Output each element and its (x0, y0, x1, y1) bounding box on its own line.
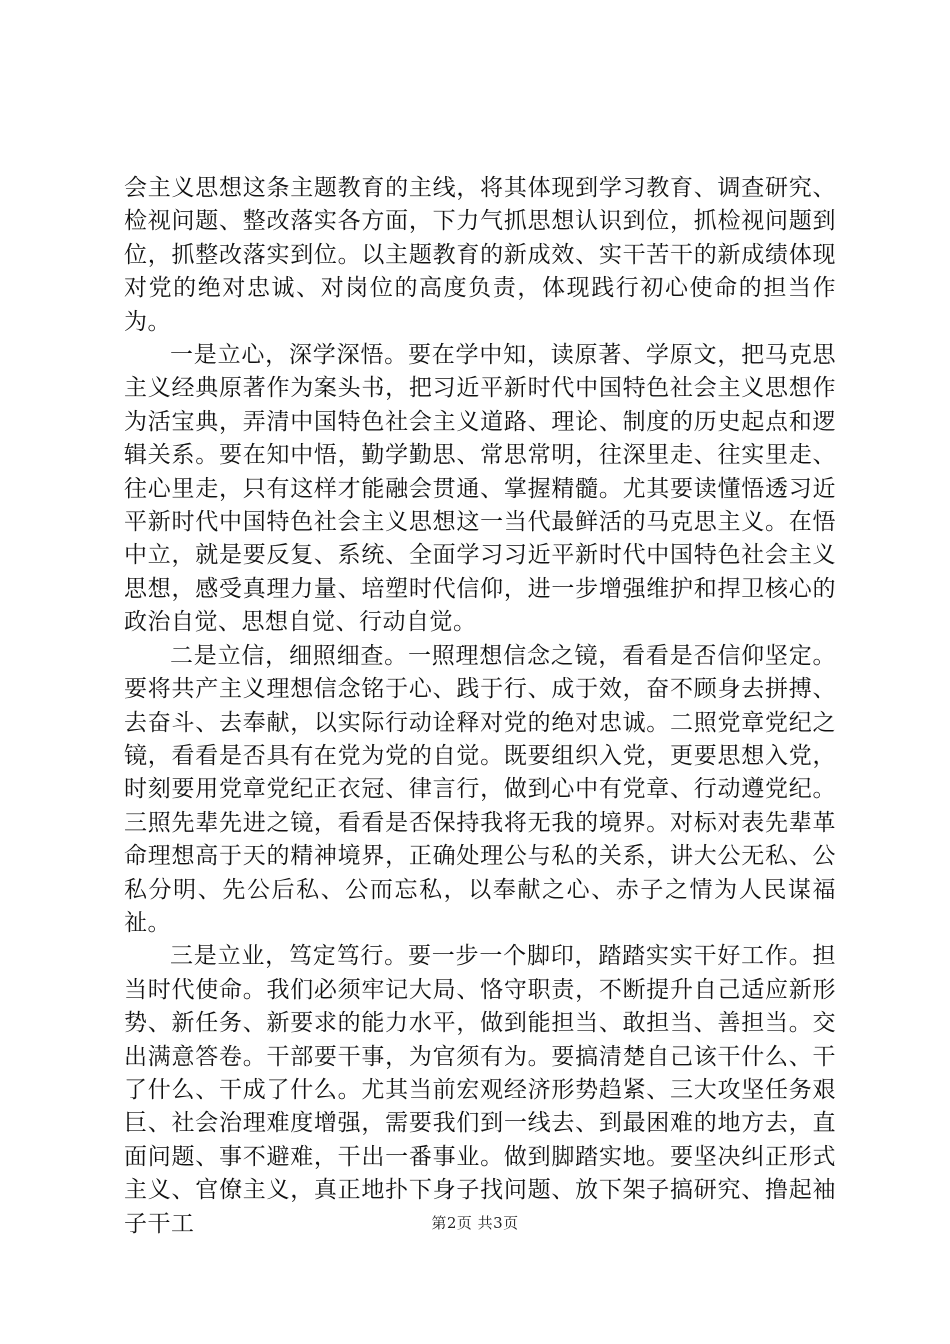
paragraph-1: 会主义思想这条主题教育的主线，将其体现到学习教育、调查研究、检视问题、整改落实各方面，下力气抓思想认识到位，抓检视问题到位，抓整改落实到位。以主题教育的新成效、实干苦干的新成绩体现对党的绝对忠诚、对岗位的高度负责，体现践行初心使命的担当作为。 (124, 175, 836, 335)
paragraph-2: 一是立心，深学深悟。要在学中知，读原著、学原文，把马克思主义经典原著作为案头书，把习近平新时代中国特色社会主义思想作为活宝典，弄清中国特色社会主义道路、理论、制度的历史起点和逻辑关系。要在知中悟，勤学勤思、常思常明，往深里走、往实里走、往心里走，只有这样才能融会贯通、掌握精髓。尤其要读懂悟透习近平新时代中国特色社会主义思想这一当代最鲜活的马克思主义。在悟中立，就是要反复、系统、全面学习习近平新时代中国特色社会主义思想，感受真理力量、培塑时代信仰，进一步增强维护和捍卫核心的政治自觉、思想自觉、行动自觉。 (124, 342, 836, 636)
document-body (124, 172, 836, 1241)
page-number-footer: 第2页 共3页 (431, 1214, 519, 1232)
paragraph-4: 三是立业，笃定笃行。要一步一个脚印，踏踏实实干好工作。担当时代使命。我们必须牢记大局、恪守职责，不断提升自己适应新形势、新任务、新要求的能力水平，做到能担当、敢担当、善担当。交出满意答卷。干部要干事，为官须有为。要搞清楚自己该干什么、干了什么、干成了什么。尤其当前宏观经济形势趋紧、三大攻坚任务艰巨、社会治理难度增强，需要我们到一线去、到最困难的地方去，直面问题、事不避难，干出一番事业。做到脚踏实地。要坚决纠正形式主义、官僚主义，真正地扑下身子找问题、放下架子搞研究、撸起袖子干工 (124, 943, 836, 1237)
paragraph-3: 二是立信，细照细查。一照理想信念之镜，看看是否信仰坚定。要将共产主义理想信念铭于心、践于行、成于效，奋不顾身去拼搏、去奋斗、去奉献，以实际行动诠释对党的绝对忠诚。二照党章党纪之镜，看看是否具有在党为党的自觉。既要组织入党，更要思想入党，时刻要用党章党纪正衣冠、律言行，做到心中有党章、行动遵党纪。三照先辈先进之镜，看看是否保持我将无我的境界。对标对表先辈革命理想高于天的精神境界，正确处理公与私的关系，讲大公无私、公私分明、先公后私、公而忘私，以奉献之心、赤子之情为人民谋福祉。 (124, 642, 836, 936)
